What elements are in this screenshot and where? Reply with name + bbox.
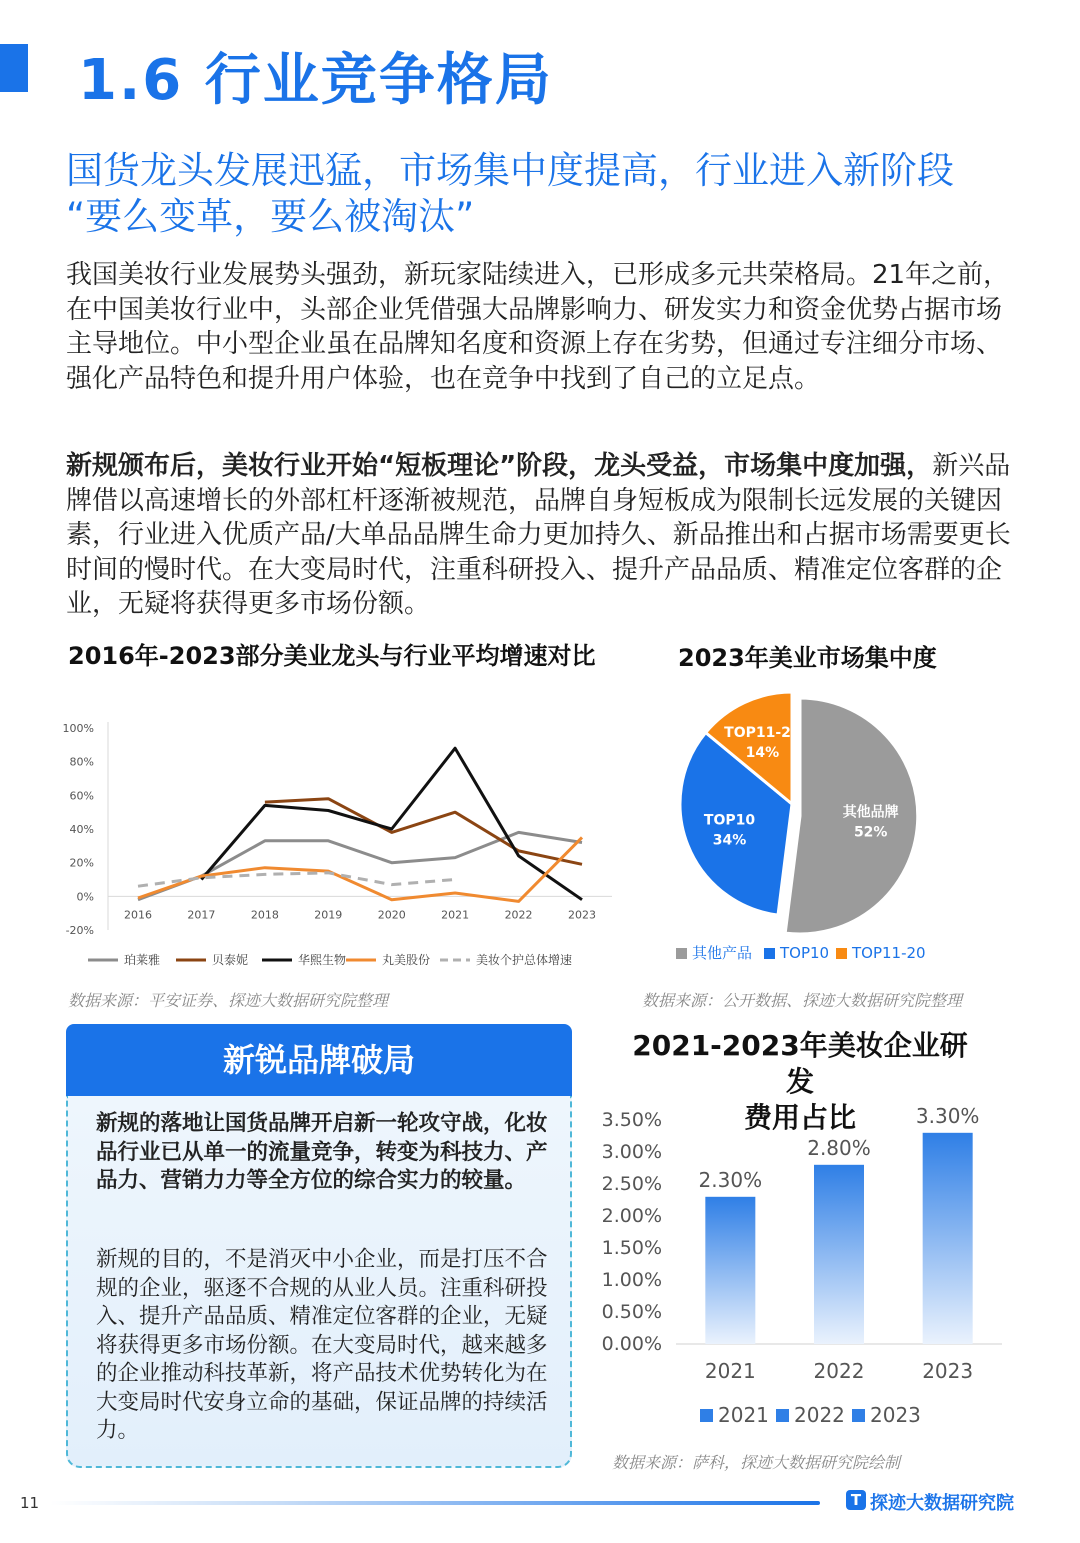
bar-value-label: 3.30%	[915, 1103, 980, 1128]
intro-paragraph: 我国美妆行业发展势头强劲，新玩家陆续进入，已形成多元共荣格局。21年之前，在中国美妆行业中，头部企业凭借强大品牌影响力、研发实力和资金优势占据市场主导地位。中小型企业虽在品牌知名度和资源上存在劣势，但通过专注细分市场、强化产品特色和提升用户体验，也在竞争中找到了自己的立足点。	[66, 260, 1010, 394]
bar-x-tick: 2022	[813, 1359, 865, 1383]
new-brand-box	[66, 1024, 572, 1470]
bar-chart-y-tick: 1.00%	[601, 1269, 662, 1291]
line-chart	[60, 714, 620, 976]
bar-chart-y-tick: 2.50%	[601, 1173, 662, 1195]
bar-2023	[923, 1133, 973, 1344]
line-legend-label-2: 华熙生物	[298, 953, 347, 967]
bar-chart-title-line-2: 费用占比	[743, 1101, 856, 1134]
bar-legend-swatch-0	[700, 1409, 713, 1422]
pie-legend-label-2: TOP11-20	[852, 944, 926, 962]
bar-chart-y-tick: 3.00%	[601, 1141, 662, 1163]
line-legend-label-0: 珀莱雅	[124, 953, 161, 967]
bar-chart-y-tick: 0.00%	[601, 1333, 662, 1355]
bar-value-label: 2.80%	[807, 1135, 871, 1160]
pie-value-1: 34%	[712, 832, 747, 849]
line-chart-y-tick: 0%	[76, 890, 94, 904]
regulation-paragraph	[66, 449, 1022, 622]
bar-chart-y-tick: 2.00%	[601, 1205, 662, 1227]
line-chart-y-tick: 20%	[69, 856, 94, 870]
page-number: 11	[20, 1494, 40, 1512]
line-chart-y-tick: 40%	[69, 823, 94, 836]
bar-chart	[592, 1094, 1012, 1440]
line-legend-label-1: 贝泰妮	[212, 953, 249, 967]
bar-legend-label-0: 2021	[718, 1403, 769, 1427]
line-series-3	[138, 837, 582, 901]
page-title: 1.6 行业竞争格局	[78, 48, 553, 113]
line-chart-x-tick: 2017	[187, 908, 216, 922]
bar-chart-y-tick: 1.50%	[601, 1237, 662, 1259]
regulation-paragraph-lead: 新规颁布后，美妆行业开始“短板理论”阶段，龙头受益，市场集中度加强，	[66, 451, 933, 481]
line-chart-x-tick: 2018	[250, 908, 279, 922]
bar-2022	[814, 1165, 864, 1344]
new-brand-box-title: 新锐品牌破局	[66, 1024, 572, 1096]
brand-logo-icon: T	[846, 1490, 866, 1510]
pie-legend-swatch-1	[764, 948, 775, 959]
bar-legend-label-2: 2023	[870, 1403, 921, 1427]
line-chart-y-tick: -20%	[65, 924, 94, 937]
line-chart-x-tick: 2019	[314, 908, 343, 922]
line-series-4	[138, 873, 455, 886]
subtitle-line-2: “要么变革，要么被淘汰”	[66, 195, 475, 238]
title-accent-bar	[0, 44, 28, 92]
line-chart-y-tick: 80%	[69, 755, 94, 769]
bar-value-label: 2.30%	[698, 1167, 763, 1192]
line-chart-x-tick: 2023	[568, 908, 596, 922]
bar-legend-swatch-2	[852, 1409, 865, 1422]
new-brand-box-lead: 新规的落地让国货品牌开启新一轮攻守战，化妆品行业已从单一的流量竞争，转变为科技力、产品力、营销力力等全方位的综合实力的较量。	[96, 1111, 548, 1193]
line-series-0	[138, 832, 582, 899]
line-chart-x-tick: 2022	[504, 908, 533, 922]
pie-legend-label-0: 其他产品	[692, 944, 753, 962]
bar-x-tick: 2021	[704, 1359, 756, 1383]
line-chart-y-tick: 60%	[69, 789, 94, 803]
new-brand-box-body	[66, 1096, 572, 1468]
pie-legend-swatch-0	[676, 948, 687, 959]
pie-legend-label-1: TOP10	[780, 944, 830, 962]
pie-chart-source: 数据来源：公开数据、探迹大数据研究院整理	[642, 991, 963, 1010]
line-legend-label-3: 丸美股份	[382, 953, 431, 967]
line-chart-y-tick: 100%	[62, 722, 94, 735]
line-chart-title: 2016年-2023部分美业龙头与行业平均增速对比	[68, 642, 596, 670]
pie-legend-swatch-2	[836, 948, 847, 959]
bar-legend-swatch-1	[776, 1409, 789, 1422]
pie-chart-title: 2023年美业市场集中度	[678, 644, 937, 672]
line-chart-x-tick: 2021	[441, 908, 470, 922]
line-series-2	[201, 748, 582, 900]
line-chart-source: 数据来源：平安证券、探迹大数据研究院整理	[68, 991, 389, 1010]
regulation-paragraph-rest: 新兴品牌借以高速增长的外部杠杆逐渐被规范，品牌自身短板成为限制长远发展的关键因素，行业进入优质产品/大单品品牌生命力更加持久、新品推出和占据市场需要更长时间的慢时代。在大变局时代，注重科研投入、提升产品品质、精准定位客群的企业，无疑将获得更多市场份额。	[66, 451, 1011, 619]
line-chart-x-tick: 2016	[124, 908, 152, 922]
pie-value-2: 14%	[745, 745, 780, 762]
bar-legend-label-1: 2022	[794, 1403, 845, 1427]
pie-label-0: 其他品牌	[842, 804, 899, 821]
footer-brand: 探迹大数据研究院	[870, 1493, 1014, 1514]
bar-chart-source: 数据来源：萨科，探迹大数据研究院绘制	[612, 1453, 901, 1472]
bar-chart-y-tick: 0.50%	[601, 1301, 662, 1323]
pie-label-1: TOP10	[703, 812, 756, 829]
subtitle	[66, 148, 1056, 240]
bar-chart-y-tick: 3.50%	[601, 1109, 662, 1131]
new-brand-box-text: 新规的目的，不是消灭中小企业，而是打压不合规的企业，驱逐不合规的从业人员。注重科研投入、提升产品品质、精准定位客群的企业，无疑将获得更多市场份额。在大变局时代，越来越多的企业推动科技革新，将产品技术优势转化为在大变局时代安身立命的基础，保证品牌的持续活力。	[96, 1247, 548, 1443]
pie-label-2: TOP11-20	[724, 725, 801, 742]
bar-2021	[705, 1197, 755, 1344]
subtitle-line-1: 国货龙头发展迅猛，市场集中度提高，行业进入新阶段	[66, 149, 954, 192]
footer-divider	[50, 1501, 820, 1505]
line-chart-x-tick: 2020	[377, 908, 406, 922]
line-legend-label-4: 美妆个护总体增速	[476, 953, 573, 967]
pie-chart	[672, 676, 942, 972]
pie-value-0: 52%	[853, 824, 888, 841]
bar-chart-title-line-1: 2021-2023年美妆企业研发	[632, 1029, 968, 1098]
bar-x-tick: 2023	[922, 1359, 974, 1383]
